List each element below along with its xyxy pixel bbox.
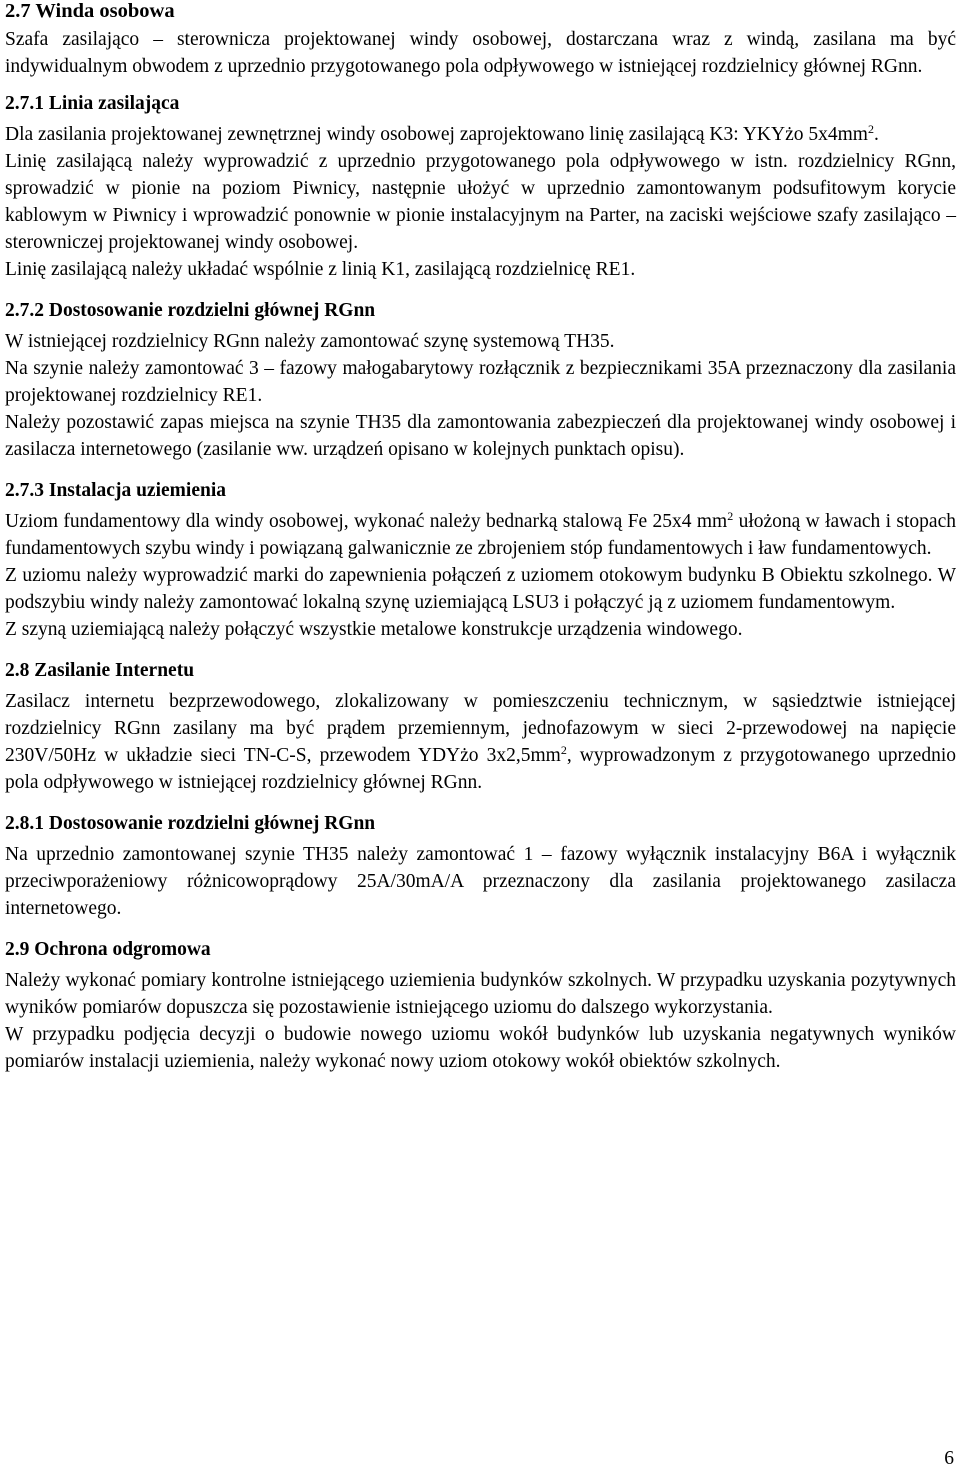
- paragraph: [5, 121, 956, 148]
- section-heading-2-9: 2.9 Ochrona odgromowa: [5, 939, 211, 960]
- paragraph-text: ułożoną w ławach i stopach fundamentowych szybu windy i powiązaną galwanicznie ze zbrojeniem stóp fundamentowych i ław fundamentowych.: [5, 511, 956, 559]
- paragraph: Na uprzednio zamontowanej szynie TH35 należy zamontować 1 – fazowy wyłącznik instalacyjny B6A i wyłącznik przeciwporażeniowy różnicowoprądowy 25A/30mA/A przeznaczony dla zasilania projektowanego zasilacza internetowego.: [5, 844, 956, 919]
- superscript: 2: [560, 743, 567, 757]
- paragraph: W przypadku podjęcia decyzji o budowie nowego uziomu wokół budynków lub uzyskania negatywnych wyników pomiarów instalacji uziemienia, należy wykonać nowy uziom otokowy wokół obiektów szkolnych.: [5, 1024, 956, 1072]
- paragraph: Należy pozostawić zapas miejsca na szynie TH35 dla zamontowania zabezpieczeń dla projektowanej windy osobowej i zasilacza internetowego (zasilanie ww. urządzeń opisano w kolejnych punktach opisu).: [5, 412, 956, 460]
- paragraph-text: Dla zasilania projektowanej zewnętrznej windy osobowej zaprojektowano linię zasilającą K3: YKYżo 5x4mm: [5, 124, 868, 145]
- page-number: 6: [944, 1448, 954, 1469]
- paragraph-text: .: [873, 124, 879, 145]
- paragraph: Z uziomu należy wyprowadzić marki do zapewnienia połączeń z uziomem otokowym budynku B Obiektu szkolnego. W podszybiu windy należy zamontować lokalną szynę uziemiającą LSU3 i połączyć ją z uziomem fundamentowym.: [5, 565, 956, 613]
- paragraph-text: Uziom fundamentowy dla windy osobowej, wykonać należy bednarką stalową Fe 25x4 mm: [5, 511, 728, 532]
- paragraph: W istniejącej rozdzielnicy RGnn należy zamontować szynę systemową TH35.: [5, 331, 615, 352]
- paragraph: Z szyną uziemiającą należy połączyć wszystkie metalowe konstrukcje urządzenia windowego.: [5, 619, 743, 640]
- section-heading-2-7-2: 2.7.2 Dostosowanie rozdzielni głównej RGnn: [5, 300, 376, 321]
- paragraph-text: , wyprowadzonym z przygotowanego uprzednio pola odpływowego w istniejącej rozdzielnicy głównej RGnn.: [5, 745, 956, 793]
- section-heading-2-7-3: 2.7.3 Instalacja uziemienia: [5, 480, 226, 501]
- paragraph: [5, 508, 956, 562]
- section-heading-2-7-1: 2.7.1 Linia zasilająca: [5, 93, 180, 114]
- paragraph: Linię zasilającą należy układać wspólnie z linią K1, zasilającą rozdzielnicę RE1.: [5, 259, 636, 280]
- paragraph-text: Zasilacz internetu bezprzewodowego, zlokalizowany w pomieszczeniu technicznym, w sąsiedztwie istniejącej rozdzielnicy RGnn zasilany ma być prądem przemiennym, jednofazowym w sieci 2-przewodowej na napięcie 230V/50Hz w układzie sieci TN-C-S, przewodem YDYżo 3x2,5mm: [5, 691, 956, 766]
- paragraph: Linię zasilającą należy wyprowadzić z uprzednio przygotowanego pola odpływowego w istn. rozdzielnicy RGnn, sprowadzić w pionie na poziom Piwnicy, następnie ułożyć w uprzednio zamontowanym podsufitowym korycie kablowym w Piwnicy i wprowadzić ponownie w pionie instalacyjnym na Parter, na zaciski wejściowe szafy zasilająco – sterowniczej projektowanej windy osobowej.: [5, 151, 956, 253]
- document-page: [5, 0, 956, 1075]
- paragraph: Szafa zasilająco – sterownicza projektowanej windy osobowej, dostarczana wraz z windą, zasilana ma być indywidualnym obwodem z uprzednio przygotowanego pola odpływowego w istniejącej rozdzielnicy głównej RGnn.: [5, 29, 956, 77]
- superscript: 2: [727, 509, 734, 523]
- paragraph: Należy wykonać pomiary kontrolne istniejącego uziemienia budynków szkolnych. W przypadku uzyskania pozytywnych wyników pomiarów dopuszcza się pozostawienie istniejącego uziomu do dalszego wykorzystania.: [5, 970, 956, 1018]
- paragraph: Na szynie należy zamontować 3 – fazowy małogabarytowy rozłącznik z bezpiecznikami 35A przeznaczony dla zasilania projektowanej rozdzielnicy RE1.: [5, 358, 956, 406]
- paragraph: [5, 688, 956, 796]
- section-heading-2-8: 2.8 Zasilanie Internetu: [5, 660, 195, 681]
- section-heading-2-8-1: 2.8.1 Dostosowanie rozdzielni głównej RGnn: [5, 813, 376, 834]
- superscript: 2: [867, 122, 874, 136]
- section-heading-2-7: 2.7 Winda osobowa: [5, 0, 175, 22]
